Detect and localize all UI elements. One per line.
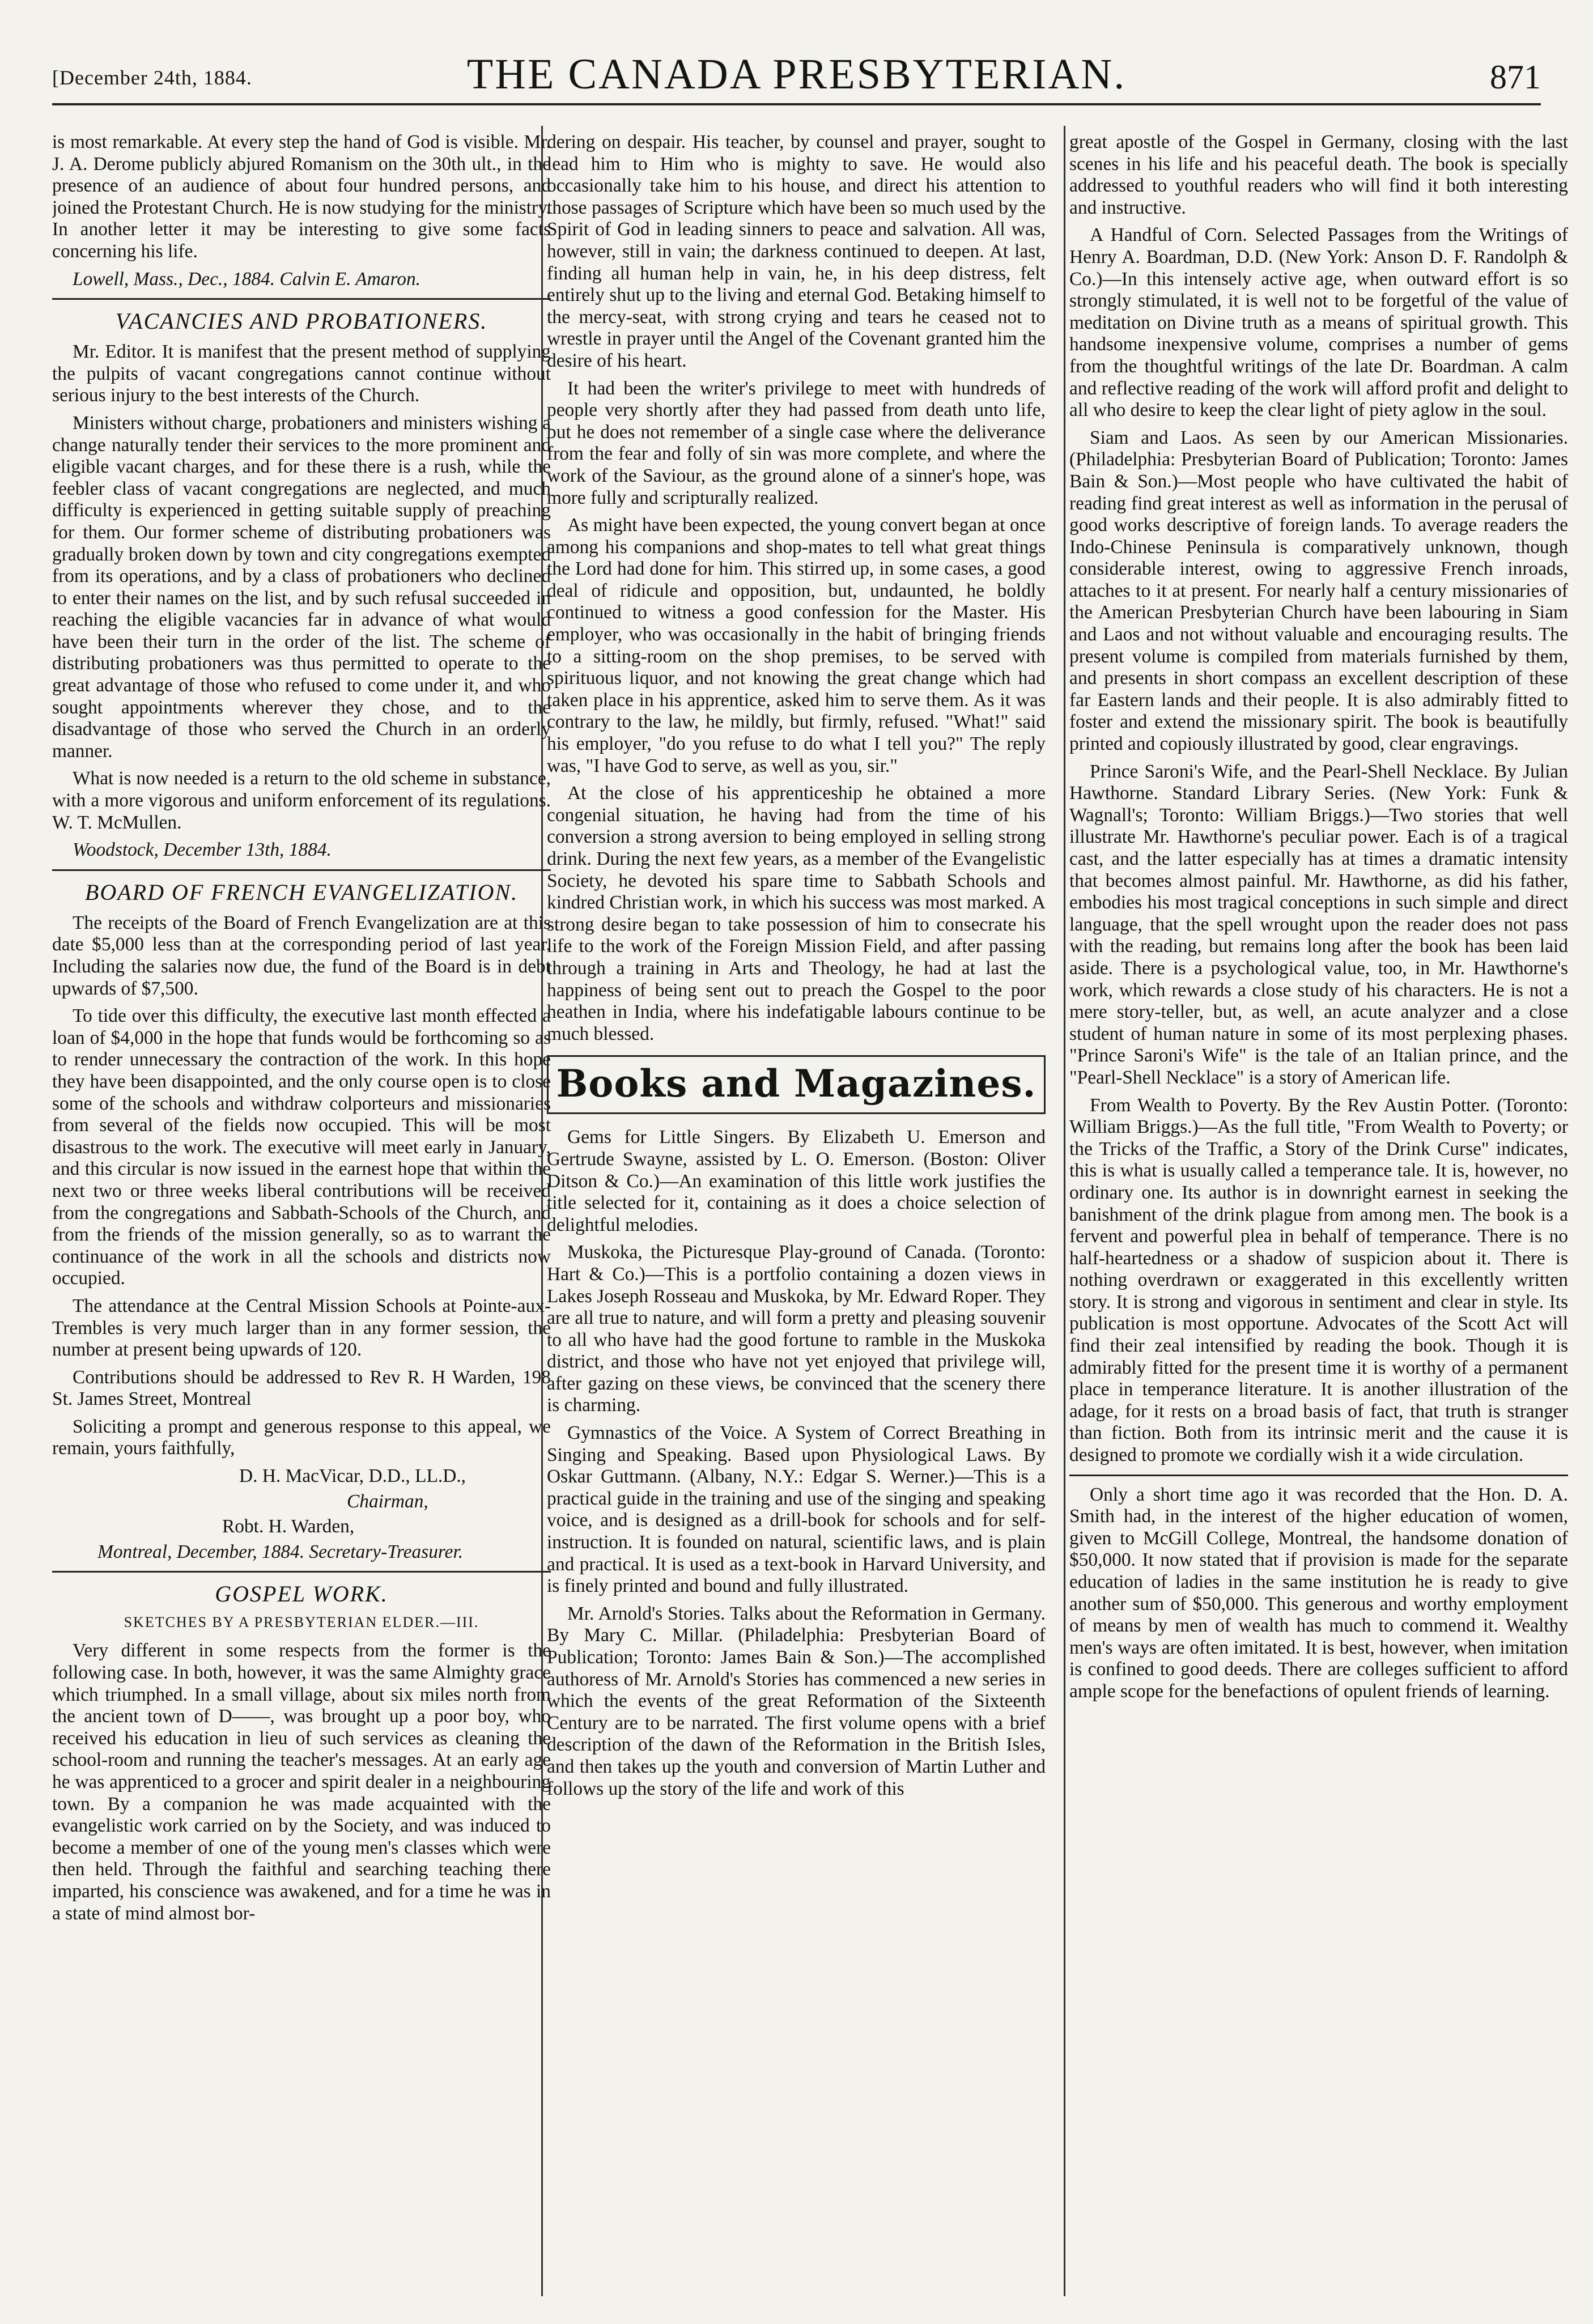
section-heading-french-evangelization: BOARD OF FRENCH EVANGELIZATION.	[84, 879, 519, 905]
section-heading-vacancies: VACANCIES AND PROBATIONERS.	[115, 308, 488, 334]
book-review: Siam and Laos. As seen by our American Missionaries. (Philadelphia: Presbyterian Board of Publication; Toronto: James Bain & Son.)—Most people who have cultivated the habit of reading find great interest as well as information in the perusal of good works descriptive of foreign lands. To average readers the Indo-Chinese Peninsula is comparatively unknown, though considerable interest, owing to aggressive French inroads, attaches to it at present. For nearly half a century missionaries of the American Presbyterian Church have been labouring in Siam and Laos and not without valuable and encouraging results. The present volume is compiled from materials furnished by them, and presents in short compass an excellent description of these far Eastern lands and their people. It is also admirably fitted to foster and extend the missionary spirit. The book is beautifully printed and copiously illustrated by good, clear engravings.	[1069, 427, 1568, 755]
paragraph: Contributions should be addressed to Rev R. H Warden, 198 St. James Street, Montreal	[52, 1366, 551, 1410]
paragraph: Soliciting a prompt and generous response to this appeal, we remain, yours faithfully,	[52, 1416, 551, 1459]
column-2	[547, 131, 1046, 2313]
paragraph: What is now needed is a return to the old scheme in substance, with a more vigorous and uniform enforcement of its regulations. W. T. McMullen.	[52, 768, 551, 833]
letter-signature: Lowell, Mass., Dec., 1884. Calvin E. Amaron.	[73, 268, 420, 290]
book-review: Gems for Little Singers. By Elizabeth U. Emerson and Gertrude Swayne, assisted by L. O. Emerson. (Boston: Oliver Ditson & Co.)—An examination of this little work justifies the title selected for it, containing as it does a choice selection of delightful melodies.	[547, 1127, 1046, 1235]
page-number: 871	[1490, 58, 1541, 96]
page-header	[52, 35, 1541, 105]
section-divider	[52, 1571, 551, 1573]
column-1	[52, 131, 551, 2313]
paragraph: Ministers without charge, probationers and ministers wishing a change naturally tender their services to the more prominent and eligible vacant charges, and for these there is a rush, while the feebler class of vacant congregations are neglected, and much difficulty is experienced in getting suitable supply of preaching for them. Our former scheme of distributing probationers was gradually broken down by town and city congregations exempted from its operations, and by a class of probationers who declined to enter their names on the list, and by such refusal succeeded in reaching the eligible vacancies far in advance of what would have been their turn in the order of the list. The scheme of distributing probationers was thus permitted to operate to the great advantage of those who refused to come under it, and who sought appointments wherever they chose, and to the disadvantage of those who served the Church in an orderly manner.	[52, 412, 551, 762]
signatory-role: Chairman,	[347, 1490, 428, 1512]
section-subheading: SKETCHES BY A PRESBYTERIAN ELDER.—III.	[124, 1614, 479, 1631]
section-divider	[52, 298, 551, 300]
paragraph: The receipts of the Board of French Evangelization are at this date $5,000 less than at the corresponding period of last year. Including the salaries now due, the fund of the Board is in debt upwards of $7,500.	[52, 912, 551, 999]
signatory: D. H. MacVicar, D.D., LL.D.,	[239, 1465, 466, 1487]
news-note: Only a short time ago it was recorded that the Hon. D. A. Smith had, in the interest of the higher education of women, given to McGill College, Montreal, the handsome donation of $50,000. It now stated that if provision is made for the separate education of ladies in the same institution he is ready to give another sum of $50,000. This generous and worthy employment of means by men of wealth has much to commend it. Wealthy men's ways are often imitated. It is best, however, when imitation is confined to good deeds. There are colleges sufficient to afford ample scope for the benefactions of opulent friends of learning.	[1069, 1484, 1568, 1702]
book-review: great apostle of the Gospel in Germany, closing with the last scenes in his life and his peaceful death. The book is specially addressed to youthful readers who will find it both interesting and instructive.	[1069, 131, 1568, 218]
masthead-title: THE CANADA PRESBYTERIAN.	[466, 50, 1127, 98]
paragraph: At the close of his apprenticeship he obtained a more congenial situation, he having had from the time of his conversion a strong aversion to being employed in selling strong drink. During the next few years, as a member of the Evangelistic Society, he devoted his spare time to Sabbath Schools and kindred Christian work, in which his success was most marked. A strong desire began to take possession of him to consecrate his life to the work of the Foreign Mission Field, and after passing through a training in Arts and Theology, he had at last the happiness of being sent out to preach the Gospel to the poor heathen in India, where his indefatigable labours continue to be much blessed.	[547, 783, 1046, 1044]
book-review: Muskoka, the Picturesque Play-ground of Canada. (Toronto: Hart & Co.)—This is a portfolio containing a dozen views in Lakes Joseph Rosseau and Muskoka, by Mr. Edward Roper. They are all true to nature, and will form a pretty and pleasing souvenir to all who have had the good fortune to ramble in the Muskoka district, and those who have not yet enjoyed that privilege will, after gazing on these views, be convinced that the scenery there is charming.	[547, 1242, 1046, 1416]
section-heading-books-magazines: Books and Magazines.	[547, 1055, 1046, 1114]
section-divider	[1069, 1475, 1568, 1476]
signatory-dateline: Montreal, December, 1884. Secretary-Treasurer.	[97, 1541, 464, 1562]
column-3	[1069, 131, 1568, 2313]
paragraph: Very different in some respects from the former is the following case. In both, however, it was the same Almighty grace which triumphed. In a small village, about six miles north from the ancient town of D——, was brought up a poor boy, who received his education in lieu of such services as cleaning the school-room and running the teacher's messages. At an early age he was apprenticed to a grocer and spirit dealer in a neighbouring town. By a companion he was made acquainted with the evangelistic work carried on by the Society, and was induced to become a member of one of the young men's classes which were then held. Through the faithful and searching teaching there imparted, his conscience was awakened, and for a time he was in a state of mind almost bor-	[52, 1640, 551, 1924]
dateline: Woodstock, December 13th, 1884.	[73, 839, 332, 861]
column-rule	[1064, 126, 1065, 2296]
letter-continuation: is most remarkable. At every step the hand of God is visible. Mr. J. A. Derome publicly abjured Romanism on the 30th ult., in the presence of an audience of about four hundred persons, and joined the Protestant Church. He is now studying for the ministry. In another letter it may be interesting to give some facts concerning his life.	[52, 131, 551, 262]
paragraph: Mr. Editor. It is manifest that the present method of supplying the pulpits of vacant congregations cannot continue without serious injury to the best interests of the Church.	[52, 341, 551, 406]
book-review: Gymnastics of the Voice. A System of Correct Breathing in Singing and Speaking. Based upon Physiological Laws. By Oskar Guttmann. (Albany, N.Y.: Edgar S. Werner.)—This is a practical guide in the training and use of the singing and speaking voice, and is designed as a drill-book for schools and for self-instruction. It is founded on natural, scientific laws, and is plain and practical. It is used as a text-book in Harvard University, and is finely printed and bound and fully illustrated.	[547, 1422, 1046, 1597]
book-review: Mr. Arnold's Stories. Talks about the Reformation in Germany. By Mary C. Millar. (Philadelphia: Presbyterian Board of Publication; Toronto: James Bain & Son.)—The accomplished authoress of Mr. Arnold's Stories has commenced a new series in which the events of the great Reformation of the Sixteenth Century are to be narrated. The first volume opens with a brief description of the dawn of the Reformation in the British Isles, and then takes up the youth and conversion of Martin Luther and follows up the story of the life and work of this	[547, 1603, 1046, 1799]
issue-date: [December 24th, 1884.	[52, 66, 252, 89]
paragraph: To tide over this difficulty, the executive last month effected a loan of $4,000 in the hope that funds would be forthcoming so as to render unnecessary the contraction of the work. In this hope they have been disappointed, and the only course open is to close some of the schools and withdraw colporteurs and missionaries from several of the fields now occupied. This will be most disastrous to the work. The executive will meet early in January, and this circular is now issued in the earnest hope that within the next two or three weeks liberal contributions will be received from the congregations and Sabbath-Schools of the Church, and from the friends of the mission generally, so as to warrant the continuance of the work in all the schools and districts now occupied.	[52, 1005, 551, 1289]
signatory: Robt. H. Warden,	[222, 1516, 355, 1537]
book-review: A Handful of Corn. Selected Passages from the Writings of Henry A. Boardman, D.D. (New York: Anson D. F. Randolph & Co.)—In this intensely active age, when outward effort is so strongly stimulated, it is well not to be forgetful of the value of meditation on Divine truth as a means of spiritual growth. This handsome inexpensive volume, comprises a number of gems from the thoughtful writings of the late Dr. Boardman. A calm and reflective reading of the work will afford profit and delight to all who desire to keep the clear light of piety aglow in the soul.	[1069, 224, 1568, 421]
paragraph: dering on despair. His teacher, by counsel and prayer, sought to lead him to Him who is mighty to save. He would also occasionally take him to his house, and direct his attention to those passages of Scripture which have been so much used by the Spirit of God in leading sinners to peace and salvation. All was, however, still in vain; the darkness continued to deepen. At last, finding all human help in vain, he, in his deep distress, felt entirely shut up to the living and eternal God. Betaking himself to the mercy-seat, with strong crying and tears he ceased not to wrestle in prayer until the Angel of the Covenant granted him the desire of his heart.	[547, 131, 1046, 371]
section-divider	[52, 869, 551, 871]
paragraph: The attendance at the Central Mission Schools at Pointe-aux-Trembles is very much larger than in any former session, the number at present being upwards of 120.	[52, 1295, 551, 1361]
paragraph: As might have been expected, the young convert began at once among his companions and shop-mates to tell what great things the Lord had done for him. This stirred up, in some cases, a good deal of ridicule and opposition, but, undaunted, he boldly continued to witness a good confession for the Master. His employer, who was occasionally in the habit of bringing friends to a sitting-room on the shop premises, to be served with spirituous liquor, and not knowing the great change which had taken place in his apprentice, asked him to serve them. As it was contrary to the law, he mildly, but firmly, refused. "What!" said his employer, "do you refuse to do what I tell you?" The reply was, "I have God to serve, as well as you, sir."	[547, 515, 1046, 776]
book-review: Prince Saroni's Wife, and the Pearl-Shell Necklace. By Julian Hawthorne. Standard Library Series. (New York: Funk & Wagnall's; Toronto: William Briggs.)—Two stories that well illustrate Mr. Hawthorne's peculiar power. Each is of a tragical cast, and the latter especially has at times a dramatic intensity that becomes almost painful. Mr. Hawthorne, as did his father, embodies his most tragical conceptions in such simple and direct language, that the spell wrought upon the reader does not pass with the reading, but remains long after the book has been laid aside. There is a psychological value, too, in Mr. Hawthorne's work, which rewards a close study of his characters. He is not a mere story-teller, but, as well, an acute analyzer and a close student of human nature in some of its most perplexing phases. "Prince Saroni's Wife" is the tale of an Italian prince, and the "Pearl-Shell Necklace" is a story of American life.	[1069, 760, 1568, 1088]
paragraph: It had been the writer's privilege to meet with hundreds of people very shortly after they had passed from death unto life, but he does not remember of a single case where the deliverance from the fear and folly of sin was more complete, and where the work of the Saviour, as the ground alone of a sinner's hope, was more fully and scripturally realized.	[547, 377, 1046, 508]
book-review: From Wealth to Poverty. By the Rev Austin Potter. (Toronto: William Briggs.)—As the full title, "From Wealth to Poverty; or the Tricks of the Traffic, a Story of the Drink Curse" indicates, this is what is usually called a temperance tale. It is, however, no ordinary one. Its author is in downright earnest in seeking the banishment of the drink plague from among men. The book is a fervent and powerful plea in behalf of temperance. There is no half-heartedness or a shadow of suspicion about it. There is nothing overdrawn or exaggerated in this excellently written story. It is strong and vigorous in sentiment and clear in style. Its publication is most opportune. Advocates of the Scott Act will find their zeal intensified by reading the book. Though it is admirably fitted for the present time it is worthy of a permanent place in temperance literature. It is another illustration of the adage, for it rests on a broad basis of fact, that truth is stranger than fiction. Both from its intrinsic merit and the cause it is designed to promote we cordially wish it a wide circulation.	[1069, 1094, 1568, 1466]
section-heading-gospel-work: GOSPEL WORK.	[215, 1581, 388, 1607]
